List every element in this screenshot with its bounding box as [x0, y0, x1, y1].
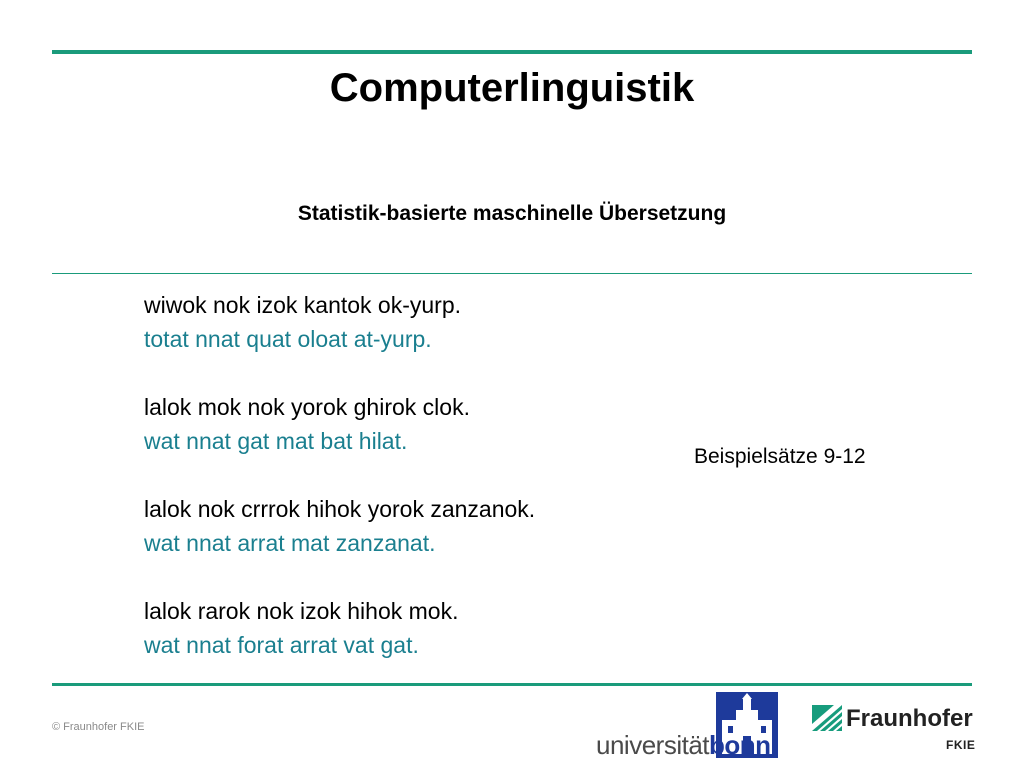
- university-bonn-logo: [596, 692, 786, 764]
- bonn-wordmark-prefix: universität: [596, 730, 709, 760]
- fraunhofer-wordmark: Fraunhofer: [846, 705, 973, 732]
- example-pair: [144, 390, 535, 492]
- example-pair: [144, 288, 535, 390]
- source-sentence: wiwok nok izok kantok ok-yurp.: [144, 292, 462, 318]
- example-range-note: Beispielsätze 9-12: [694, 445, 866, 468]
- target-sentence: wat nnat arrat mat zanzanat.: [144, 530, 436, 556]
- slide-title: Computerlinguistik: [329, 66, 695, 110]
- top-divider: [52, 50, 972, 54]
- bonn-wordmark-bold: bonn: [709, 730, 771, 760]
- target-sentence: wat nnat forat arrat vat gat.: [144, 632, 419, 658]
- example-pair: [144, 594, 535, 696]
- copyright-notice: © Fraunhofer FKIE: [52, 721, 145, 733]
- example-sentences: [144, 288, 535, 696]
- fkie-label: FKIE: [946, 738, 976, 752]
- example-pair: [144, 492, 535, 594]
- header-divider: [52, 273, 972, 274]
- fraunhofer-fkie-logo: [812, 703, 982, 757]
- slide-subtitle: Statistik-basierte maschinelle Übersetzung: [297, 202, 727, 225]
- bonn-wordmark: [596, 730, 771, 760]
- source-sentence: lalok rarok nok izok hihok mok.: [144, 598, 459, 624]
- target-sentence: wat nnat gat mat bat hilat.: [144, 428, 408, 454]
- source-sentence: lalok nok crrrok hihok yorok zanzanok.: [144, 496, 536, 522]
- fraunhofer-stripes-icon: [812, 705, 842, 731]
- source-sentence: lalok mok nok yorok ghirok clok.: [144, 394, 470, 420]
- footer-divider: [52, 683, 972, 686]
- target-sentence: totat nnat quat oloat at-yurp.: [144, 326, 432, 352]
